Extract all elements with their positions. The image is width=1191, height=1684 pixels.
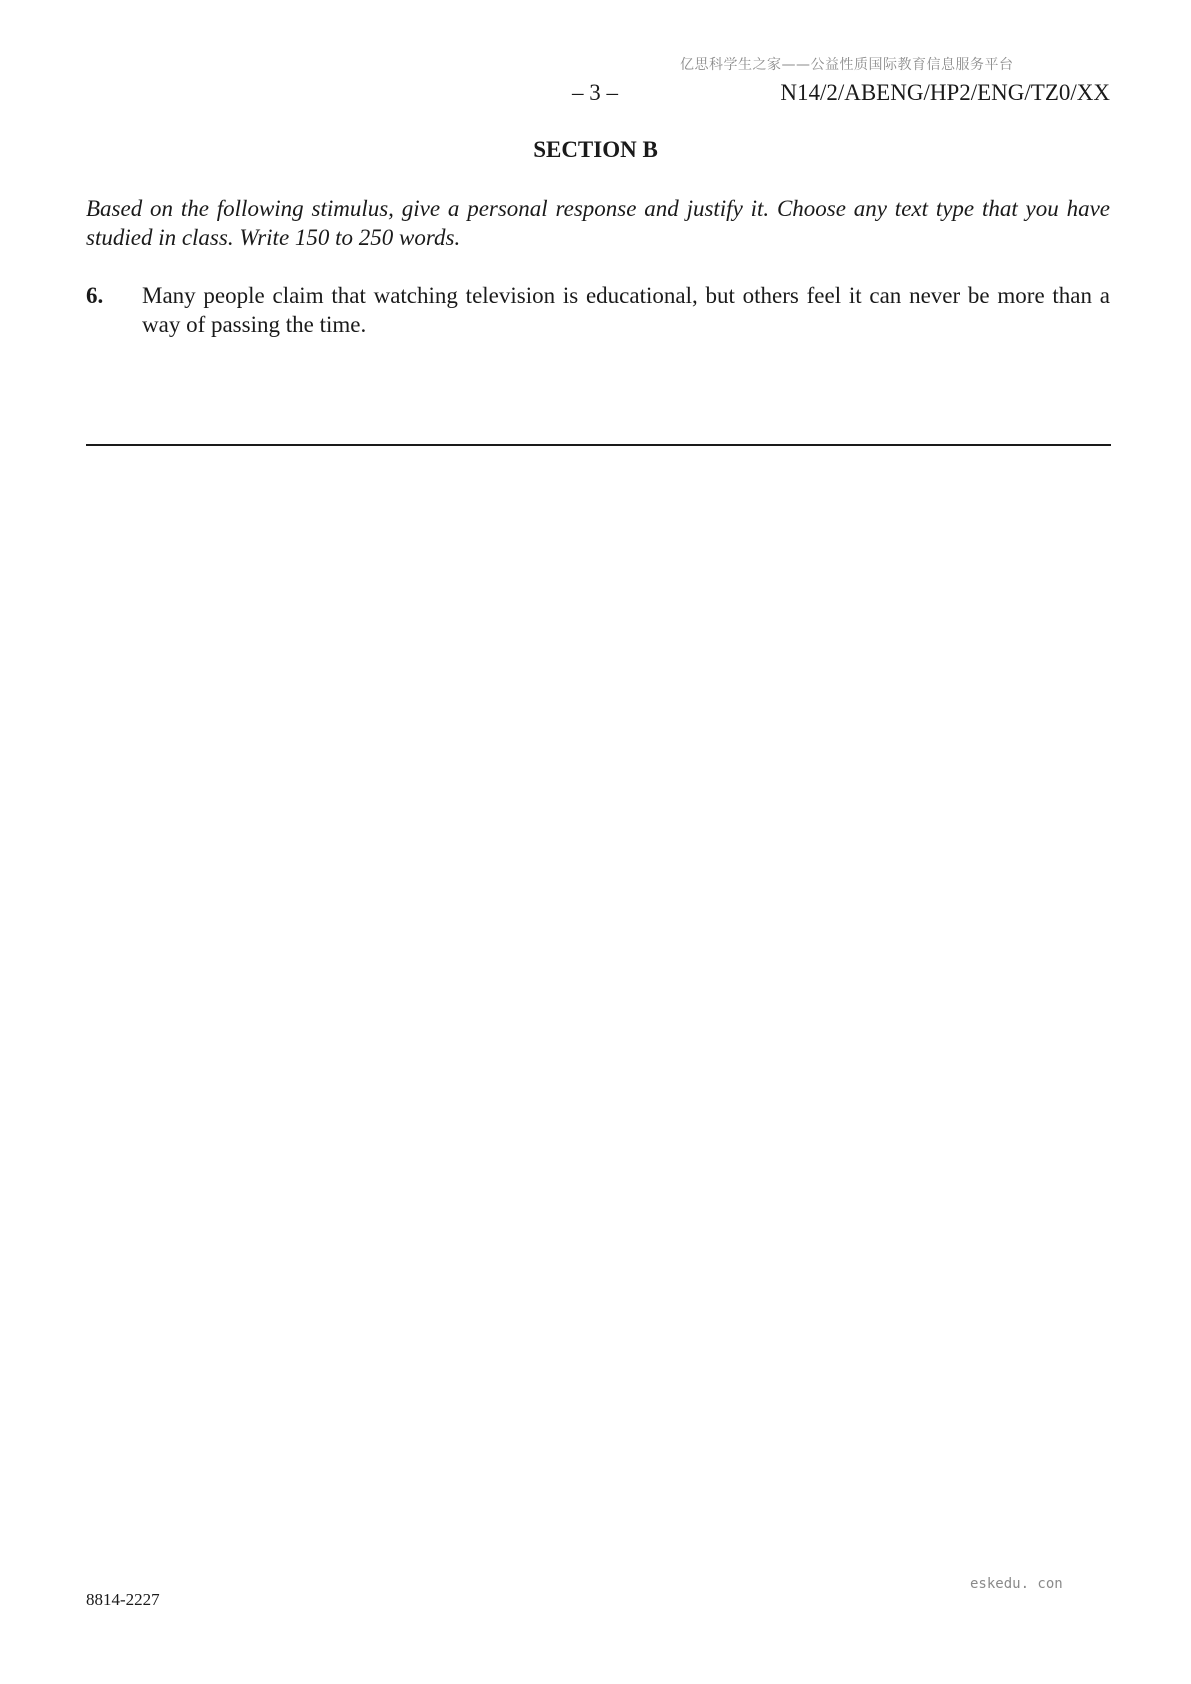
page-number: – 3 – — [572, 80, 618, 105]
section-divider — [86, 444, 1111, 446]
footer-code: 8814-2227 — [86, 1590, 160, 1609]
header-watermark: 亿思科学生之家——公益性质国际教育信息服务平台 — [680, 57, 1014, 73]
paper-code: N14/2/ABENG/HP2/ENG/TZ0/XX — [780, 80, 1110, 105]
footer-watermark: eskedu. con — [970, 1576, 1063, 1592]
section-instructions: Based on the following stimulus, give a personal response and justify it. Choose any text type that you have studied in class. Write 150 to 250 words. — [86, 196, 1110, 250]
question-number: 6. — [86, 283, 104, 308]
question-item — [86, 281, 1110, 339]
question-text: Many people claim that watching television is educational, but others feel it can never be more than a way of passing the time. — [142, 283, 1110, 337]
section-title: SECTION B — [533, 137, 658, 162]
